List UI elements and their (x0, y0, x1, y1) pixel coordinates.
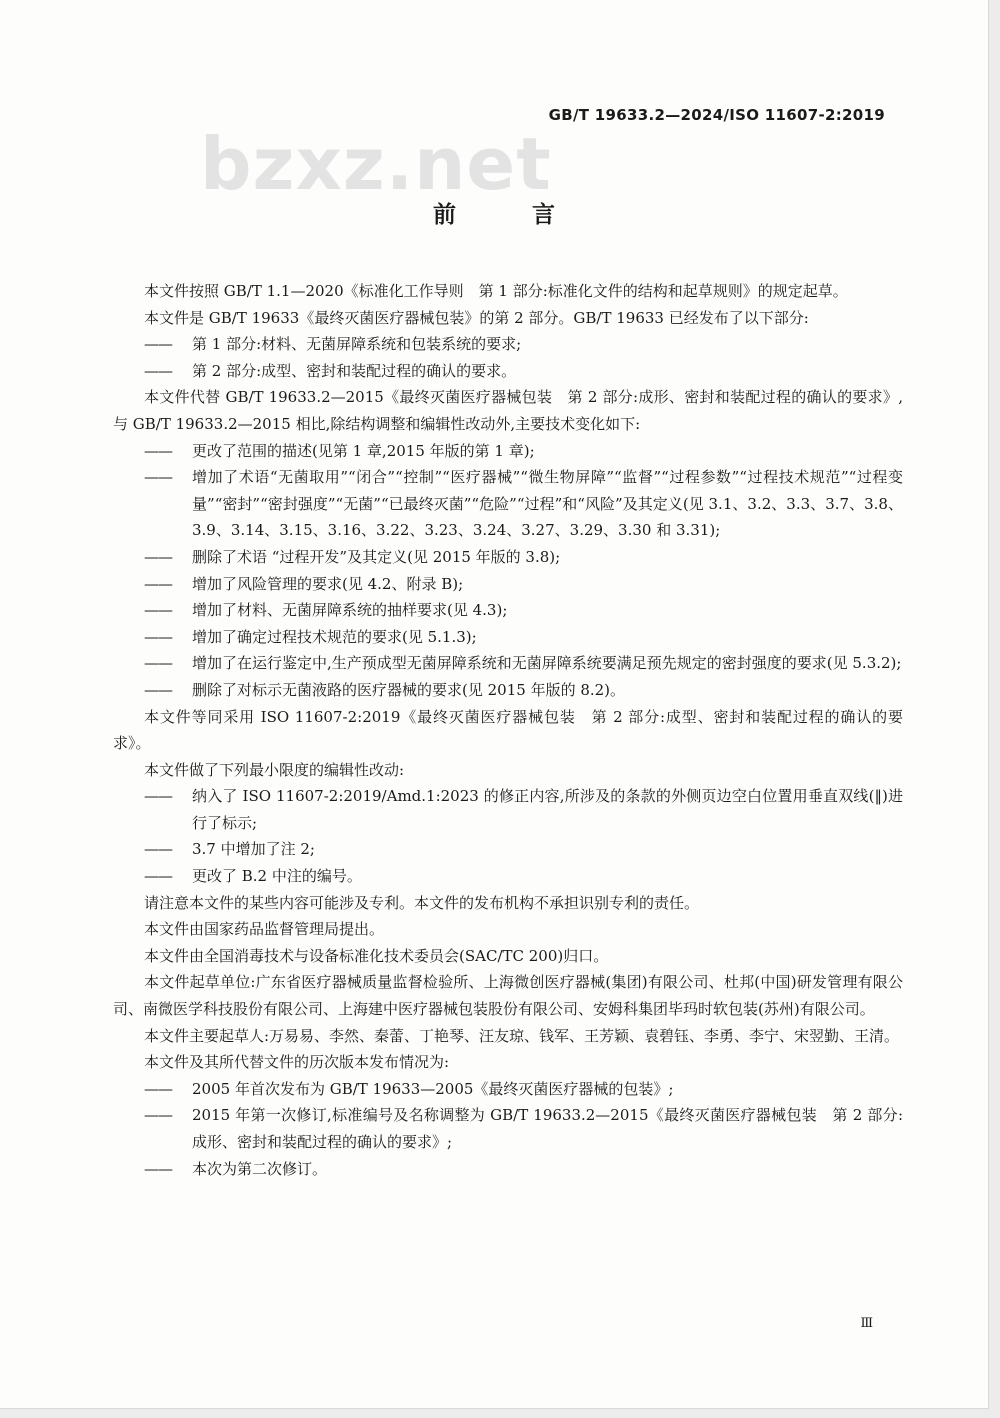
paragraph: 本文件主要起草人:万易易、李然、秦蕾、丁艳琴、汪友琼、钱军、王芳颖、袁碧钰、李勇、李宁、宋翌勤、王清。 (144, 1026, 900, 1045)
dash-mark: —— (144, 601, 172, 620)
dash-mark: —— (144, 547, 172, 566)
dash-mark: —— (144, 574, 172, 593)
dash-mark: —— (144, 1106, 172, 1125)
dash-mark: —— (144, 680, 172, 699)
paragraph: 本文件由全国消毒技术与设备标准化技术委员会(SAC/TC 200)归口。 (144, 946, 609, 965)
dash-mark: —— (144, 1159, 172, 1178)
list-item: —— 纳入了 ISO 11607-2:2019/Amd.1:2023 的修正内容,所涉及的条款的外侧页边空白位置用垂直双线(‖)进行了标示; (113, 783, 903, 836)
dash-mark: —— (144, 787, 172, 806)
dash-mark: —— (144, 335, 172, 354)
standard-code: GB/T 19633.2—2024/ISO 11607-2:2019 (548, 106, 885, 124)
list-item: —— 本次为第二次修订。 (113, 1156, 903, 1183)
list-item: —— 增加了风险管理的要求(见 4.2、附录 B); (113, 571, 903, 598)
dash-mark: —— (144, 840, 172, 859)
dash-mark: —— (144, 654, 172, 673)
foreword-body (113, 278, 903, 1182)
paragraph: 本文件等同采用 ISO 11607-2:2019《最终灭菌医疗器械包装 第 2 部分:成型、密封和装配过程的确认的要求》。 (113, 707, 903, 753)
paragraph: 本文件起草单位:广东省医疗器械质量监督检验所、上海微创医疗器械(集团)有限公司、杜邦(中国)研发管理有限公司、南微医学科技股份有限公司、上海建中医疗器械包装股份有限公司、安姆科集团毕玛时软包装(苏州)有限公司。 (113, 973, 903, 1019)
list-item: —— 2015 年第一次修订,标准编号及名称调整为 GB/T 19633.2—2015《最终灭菌医疗器械包装 第 2 部分:成形、密封和装配过程的确认的要求》; (113, 1102, 903, 1155)
dash-mark: —— (144, 1079, 172, 1098)
list-item: —— 增加了在运行鉴定中,生产预成型无菌屏障系统和无菌屏障系统要满足预先规定的密封强度的要求(见 5.3.2); (113, 650, 903, 677)
list-item: —— 第 1 部分:材料、无菌屏障系统和包装系统的要求; (113, 331, 903, 358)
paragraph: 本文件是 GB/T 19633《最终灭菌医疗器械包装》的第 2 部分。GB/T 19633 已经发布了以下部分: (144, 308, 809, 327)
paragraph: 请注意本文件的某些内容可能涉及专利。本文件的发布机构不承担识别专利的责任。 (144, 893, 700, 912)
list-item: —— 增加了材料、无菌屏障系统的抽样要求(见 4.3); (113, 597, 903, 624)
dash-mark: —— (144, 361, 172, 380)
paragraph: 本文件由国家药品监督管理局提出。 (144, 920, 385, 939)
list-item: —— 增加了术语“无菌取用”“闭合”“控制”“医疗器械”“微生物屏障”“监督”“过程参数”“过程技术规范”“过程变量”“密封”“密封强度”“无菌”“已最终灭菌”“危险”“过程”和“风险”及其定义(见 3.1、3.2、3.3、3.7、3.8、3.9、3.14、3.15、3.16、3.22、3.23、3.24、3.27、3.29、3.30 和 3.31); (113, 464, 903, 544)
list-item: —— 删除了术语 “过程开发”及其定义(见 2015 年版的 3.8); (113, 544, 903, 571)
paragraph: 本文件代替 GB/T 19633.2—2015《最终灭菌医疗器械包装 第 2 部分:成形、密封和装配过程的确认的要求》,与 GB/T 19633.2—2015 相比,除结构调整和编辑性改动外,主要技术变化如下: (113, 388, 903, 433)
watermark: bzxz.net (200, 122, 552, 206)
list-item: —— 增加了确定过程技术规范的要求(见 5.1.3); (113, 624, 903, 651)
paragraph: 本文件做了下列最小限度的编辑性改动: (144, 760, 405, 779)
list-item: —— 删除了对标示无菌液路的医疗器械的要求(见 2015 年版的 8.2)。 (113, 677, 903, 704)
list-item: —— 2005 年首次发布为 GB/T 19633—2005《最终灭菌医疗器械的包装》; (113, 1076, 903, 1103)
list-item: —— 更改了 B.2 中注的编号。 (113, 863, 903, 890)
page-title: 前 言 (432, 202, 589, 228)
dash-mark: —— (144, 627, 172, 646)
paragraph: 本文件及其所代替文件的历次版本发布情况为: (144, 1053, 450, 1072)
list-item: —— 第 2 部分:成型、密封和装配过程的确认的要求。 (113, 358, 903, 385)
dash-mark: —— (144, 867, 172, 886)
dash-mark: —— (144, 441, 172, 460)
paragraph: 本文件按照 GB/T 1.1—2020《标准化工作导则 第 1 部分:标准化文件的结构和起草规则》的规定起草。 (144, 282, 848, 300)
page-number: Ⅲ (860, 1316, 873, 1331)
list-item: —— 更改了范围的描述(见第 1 章,2015 年版的第 1 章); (113, 438, 903, 465)
dash-mark: —— (144, 468, 172, 487)
list-item: —— 3.7 中增加了注 2; (113, 836, 903, 863)
